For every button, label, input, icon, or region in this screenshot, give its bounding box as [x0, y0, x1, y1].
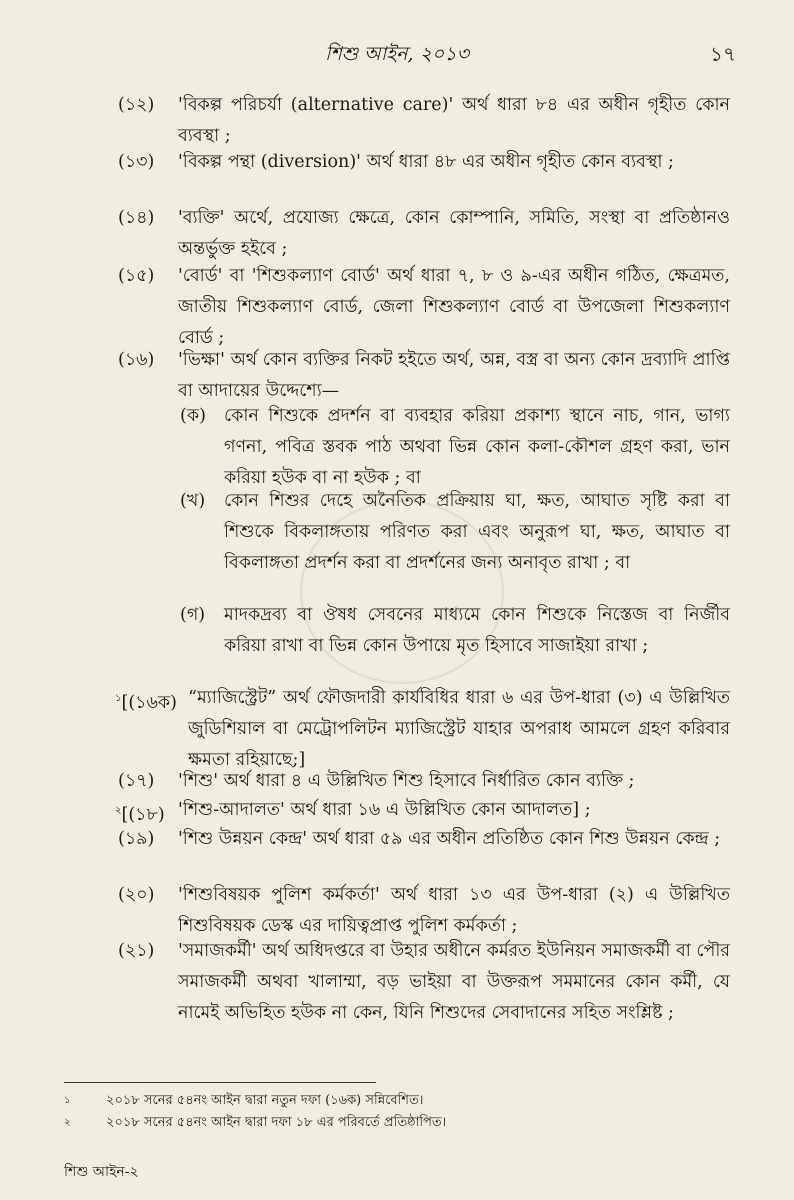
- page-footer: শিশু আইন-২: [64, 1164, 139, 1180]
- footnote-divider: [64, 1082, 376, 1083]
- footnote-1: ১ ২০১৮ সনের ৫৪নং আইন দ্বারা নতুন দফা (১৬ক) সন্নিবেশিত।: [64, 1093, 424, 1108]
- page-number: ১৭: [710, 42, 736, 66]
- document-page: শিশু আইন, ২০১৩ ১৭ (১২) 'বিকল্প পরিচর্যা (alternative care)' অর্থ ধারা ৮৪ এর অধীন গৃহীত কোন ব্যবস্থা ; (১৩) 'বিকল্প পন্থা (diversion)' অর্থ ধারা ৪৮ এর অধীন গৃহীত কোন ব্যবস্থা ; (১৪) 'ব্যক্তি' অর্থে, প্রযোজ্য ক্ষেত্রে, কোন কোম্পানি, সমিতি, সংস্থা বা প্রতিষ্ঠানও অন্তর্ভুক্ত হইবে ; (১৫) 'বোর্ড' বা 'শিশুকল্যাণ বোর্ড' অর্থ ধারা ৭, ৮ ও ৯-এর অধীন গঠিত, ক্ষেত্রমত, জাতীয় শিশুকল্যাণ বোর্ড, জেলা শিশুকল্যাণ বোর্ড বা উপজেলা শিশুকল্যাণ বোর্ড ; (১৬) 'ভিক্ষা' অর্থ কোন ব্যক্তির নিকট হইতে অর্থ, অন্ন, বস্ত্র বা অন্য কোন দ্রব্যাদি প্রাপ্তি বা আদায়ের উদ্দেশ্যে— (ক) কোন শিশুকে প্রদর্শন বা ব্যবহার করিয়া প্রকাশ্য স্থানে নাচ, গান, ভাগ্য গণনা, পবিত্র স্তবক পাঠ অথবা ভিন্ন কোন কলা-কৌশল গ্রহণ করা, ভান করিয়া হউক বা না হউক ; বা (খ) কোন শিশুর দেহে অনৈতিক প্রক্রিয়ায় ঘা, ক্ষত, আঘাত সৃষ্টি করা বা শিশুকে বিকলাঙ্গতায় পরিণত করা এবং অনুরূপ ঘা, ক্ষত, আঘাত বা বিকলাঙ্গতা প্রদর্শন করা বা প্রদর্শনের জন্য অনাবৃত রাখা ; বা (গ) মাদকদ্রব্য বা ঔষধ সেবনের মাধ্যমে কোন শিশুকে নিস্তেজ বা নির্জীব করিয়া রাখা বা ভিন্ন কোন উপায়ে মৃত হিসাবে সাজাইয়া রাখা ; $^১$[(১৬ক) “ম্যাজিস্ট্রেট” অর্থ ফৌজদারী কার্যবিধির ধারা ৬ এর উপ-ধারা (৩) এ উল্লিখিত জুডিশিয়াল বা মেট্রোপলিটন ম্যাজিস্ট্রেট যাহার অপরাধ আমলে গ্রহণ করিবার ক্ষমতা রহিয়াছে;] (১৭) 'শিশু' অর্থ ধারা ৪ এ উল্লিখিত শিশু হিসাবে নির্ধারিত কোন ব্যক্তি ; $^২$[(১৮) 'শিশু-আদালত' অর্থ ধারা ১৬ এ উল্লিখিত কোন আদালত] ; (১৯) 'শিশু উন্নয়ন কেন্দ্র' অর্থ ধারা ৫৯ এর অধীন প্রতিষ্ঠিত কোন শিশু উন্নয়ন কেন্দ্র ; (২০) 'শিশুবিষয়ক পুলিশ কর্মকর্তা' অর্থ ধারা ১৩ এর উপ-ধারা (২) এ উল্লিখিত শিশুবিষয়ক ডেস্ক এর দায়িত্বপ্রাপ্ত পুলিশ কর্মকর্তা ; (২১) 'সমাজকর্মী' অর্থ অধিদপ্তরে বা উহার অধীনে কর্মরত ইউনিয়ন সমাজকর্মী বা পৌর সমাজকর্মী অথবা খালাম্মা, বড় ভাইয়া বা উক্তরূপ সমমানের কোন কর্মী, যে নামেই অভিহিত হউক না কেন, যিনি শিশুদের সেবাদানের সহিত সংশ্লিষ্ট ; ১ ২০১৮ সনের ৫৪নং আইন দ্বারা নতুন দফা (১৬ক) সন্নিবেশিত। ২ ২০১৮ সনের ৫৪নং আইন দ্বারা দফা ১৮ এর পরিবর্তে প্রতিষ্ঠাপিত। শিশু আইন-২: [0, 0, 794, 1200]
- running-header: শিশু আইন, ২০১৩: [325, 43, 469, 65]
- footnote-2: ২ ২০১৮ সনের ৫৪নং আইন দ্বারা দফা ১৮ এর পরিবর্তে প্রতিষ্ঠাপিত।: [64, 1115, 447, 1130]
